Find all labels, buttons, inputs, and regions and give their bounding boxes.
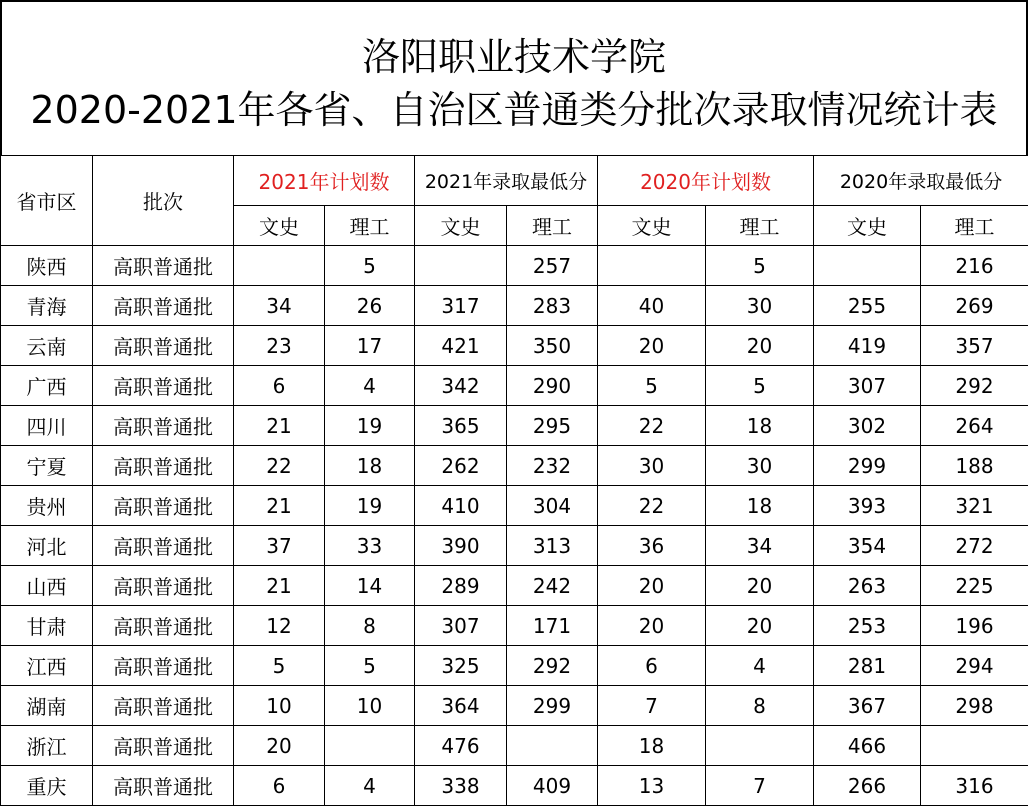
cell-minscore-2021-sci: 299 [507,686,598,726]
header-minscore-2020: 2020年录取最低分 [814,156,1028,206]
cell-plan-2021-sci: 4 [325,366,415,406]
cell-plan-2020-sci: 7 [706,766,814,806]
cell-plan-2020-sci: 20 [706,326,814,366]
cell-minscore-2020-arts: 419 [814,326,921,366]
cell-province: 宁夏 [1,446,93,486]
cell-province: 江西 [1,646,93,686]
cell-minscore-2021-arts: 338 [415,766,507,806]
header-province: 省市区 [1,156,93,246]
cell-plan-2020-sci [706,726,814,766]
cell-minscore-2021-sci: 171 [507,606,598,646]
cell-province: 贵州 [1,486,93,526]
table-row [1,246,1028,286]
cell-minscore-2020-arts: 281 [814,646,921,686]
cell-minscore-2020-sci: 292 [921,366,1028,406]
cell-plan-2020-sci: 5 [706,246,814,286]
cell-plan-2021-sci: 17 [325,326,415,366]
cell-minscore-2020-sci: 298 [921,686,1028,726]
cell-plan-2020-sci: 5 [706,366,814,406]
cell-plan-2021-arts: 10 [234,686,325,726]
cell-plan-2021-arts: 5 [234,646,325,686]
cell-minscore-2021-arts: 365 [415,406,507,446]
cell-province: 重庆 [1,766,93,806]
table-row [1,566,1028,606]
cell-minscore-2020-sci: 188 [921,446,1028,486]
cell-plan-2020-arts [598,246,706,286]
header-plan-2021: 2021年计划数 [234,156,415,206]
cell-province: 青海 [1,286,93,326]
cell-minscore-2020-sci: 216 [921,246,1028,286]
cell-minscore-2021-arts: 476 [415,726,507,766]
cell-plan-2020-arts: 20 [598,606,706,646]
cell-plan-2020-arts: 22 [598,406,706,446]
cell-batch: 高职普通批 [93,486,234,526]
cell-plan-2021-arts: 22 [234,446,325,486]
cell-province: 陕西 [1,246,93,286]
cell-minscore-2020-arts: 354 [814,526,921,566]
cell-plan-2020-arts: 7 [598,686,706,726]
cell-minscore-2020-arts: 253 [814,606,921,646]
cell-minscore-2020-arts: 367 [814,686,921,726]
cell-province: 广西 [1,366,93,406]
cell-batch: 高职普通批 [93,406,234,446]
table-row [1,526,1028,566]
cell-plan-2021-arts: 21 [234,486,325,526]
table-row [1,446,1028,486]
cell-plan-2020-arts: 22 [598,486,706,526]
cell-plan-2021-sci: 19 [325,486,415,526]
title-school: 洛阳职业技术学院 [361,35,666,79]
cell-plan-2020-sci: 4 [706,646,814,686]
cell-plan-2020-sci: 8 [706,686,814,726]
cell-plan-2020-arts: 20 [598,566,706,606]
cell-minscore-2020-sci: 269 [921,286,1028,326]
cell-minscore-2020-arts: 466 [814,726,921,766]
cell-batch: 高职普通批 [93,286,234,326]
title-area [0,0,1028,155]
cell-plan-2021-arts: 23 [234,326,325,366]
cell-batch: 高职普通批 [93,766,234,806]
cell-plan-2021-sci: 10 [325,686,415,726]
cell-plan-2020-sci: 30 [706,286,814,326]
cell-minscore-2021-sci: 242 [507,566,598,606]
cell-minscore-2020-arts [814,246,921,286]
cell-batch: 高职普通批 [93,566,234,606]
cell-minscore-2021-arts: 421 [415,326,507,366]
cell-plan-2021-arts: 6 [234,766,325,806]
cell-batch: 高职普通批 [93,366,234,406]
table-row [1,606,1028,646]
cell-plan-2021-arts: 6 [234,366,325,406]
subheader-arts: 文史 [814,206,921,246]
cell-plan-2021-sci: 14 [325,566,415,606]
cell-minscore-2021-sci: 257 [507,246,598,286]
cell-minscore-2021-arts: 262 [415,446,507,486]
table-row [1,486,1028,526]
cell-minscore-2021-sci: 350 [507,326,598,366]
cell-plan-2020-arts: 30 [598,446,706,486]
cell-plan-2020-arts: 20 [598,326,706,366]
table-row [1,286,1028,326]
cell-minscore-2020-arts: 266 [814,766,921,806]
cell-plan-2021-arts: 12 [234,606,325,646]
cell-batch: 高职普通批 [93,326,234,366]
cell-minscore-2021-arts: 317 [415,286,507,326]
cell-batch: 高职普通批 [93,686,234,726]
cell-plan-2020-arts: 36 [598,526,706,566]
cell-plan-2021-sci: 4 [325,766,415,806]
cell-plan-2021-arts: 21 [234,406,325,446]
cell-minscore-2020-sci: 196 [921,606,1028,646]
cell-minscore-2021-arts [415,246,507,286]
cell-minscore-2021-arts: 289 [415,566,507,606]
cell-plan-2020-sci: 20 [706,606,814,646]
header-batch: 批次 [93,156,234,246]
cell-minscore-2021-sci: 304 [507,486,598,526]
subheader-sci: 理工 [325,206,415,246]
cell-plan-2021-sci: 33 [325,526,415,566]
cell-batch: 高职普通批 [93,726,234,766]
cell-minscore-2020-sci: 264 [921,406,1028,446]
cell-plan-2021-sci: 5 [325,646,415,686]
cell-minscore-2020-arts: 393 [814,486,921,526]
cell-province: 湖南 [1,686,93,726]
cell-minscore-2021-sci: 290 [507,366,598,406]
table-row [1,686,1028,726]
cell-plan-2021-arts: 37 [234,526,325,566]
cell-province: 山西 [1,566,93,606]
cell-province: 四川 [1,406,93,446]
cell-minscore-2021-arts: 410 [415,486,507,526]
cell-minscore-2020-sci: 321 [921,486,1028,526]
cell-plan-2021-arts: 20 [234,726,325,766]
cell-plan-2020-arts: 13 [598,766,706,806]
cell-plan-2020-sci: 18 [706,406,814,446]
cell-province: 河北 [1,526,93,566]
cell-batch: 高职普通批 [93,646,234,686]
cell-minscore-2020-arts: 263 [814,566,921,606]
cell-plan-2020-sci: 18 [706,486,814,526]
cell-plan-2020-arts: 40 [598,286,706,326]
admission-table [0,155,1028,806]
cell-minscore-2020-sci [921,726,1028,766]
subheader-sci: 理工 [507,206,598,246]
header-minscore-2021: 2021年录取最低分 [415,156,598,206]
cell-plan-2020-sci: 30 [706,446,814,486]
cell-minscore-2020-arts: 307 [814,366,921,406]
cell-minscore-2020-arts: 302 [814,406,921,446]
cell-plan-2020-sci: 34 [706,526,814,566]
cell-plan-2020-arts: 6 [598,646,706,686]
table-row [1,726,1028,766]
cell-minscore-2021-sci: 292 [507,646,598,686]
cell-minscore-2020-arts: 255 [814,286,921,326]
subheader-arts: 文史 [415,206,507,246]
subheader-sci: 理工 [921,206,1028,246]
cell-plan-2020-arts: 5 [598,366,706,406]
cell-plan-2020-sci: 20 [706,566,814,606]
table-row [1,766,1028,806]
cell-minscore-2021-arts: 325 [415,646,507,686]
cell-province: 浙江 [1,726,93,766]
cell-minscore-2021-sci: 409 [507,766,598,806]
table-row [1,406,1028,446]
cell-minscore-2021-arts: 342 [415,366,507,406]
cell-plan-2021-sci: 26 [325,286,415,326]
cell-minscore-2021-arts: 364 [415,686,507,726]
subheader-arts: 文史 [598,206,706,246]
cell-minscore-2021-sci [507,726,598,766]
cell-batch: 高职普通批 [93,526,234,566]
cell-minscore-2020-sci: 357 [921,326,1028,366]
subheader-sci: 理工 [706,206,814,246]
cell-province: 甘肃 [1,606,93,646]
cell-plan-2021-sci: 8 [325,606,415,646]
cell-plan-2021-sci: 5 [325,246,415,286]
cell-plan-2021-sci: 18 [325,446,415,486]
subheader-arts: 文史 [234,206,325,246]
cell-minscore-2020-sci: 294 [921,646,1028,686]
cell-batch: 高职普通批 [93,446,234,486]
cell-minscore-2021-arts: 307 [415,606,507,646]
table-row [1,646,1028,686]
cell-minscore-2020-sci: 316 [921,766,1028,806]
cell-batch: 高职普通批 [93,246,234,286]
cell-batch: 高职普通批 [93,606,234,646]
cell-minscore-2021-sci: 232 [507,446,598,486]
cell-plan-2021-arts [234,246,325,286]
table-row [1,326,1028,366]
cell-plan-2021-sci [325,726,415,766]
table-row [1,366,1028,406]
cell-minscore-2020-sci: 272 [921,526,1028,566]
cell-minscore-2020-arts: 299 [814,446,921,486]
cell-plan-2021-arts: 21 [234,566,325,606]
cell-plan-2021-sci: 19 [325,406,415,446]
cell-minscore-2021-sci: 283 [507,286,598,326]
cell-minscore-2021-sci: 313 [507,526,598,566]
cell-plan-2021-arts: 34 [234,286,325,326]
cell-minscore-2021-arts: 390 [415,526,507,566]
cell-province: 云南 [1,326,93,366]
cell-minscore-2021-sci: 295 [507,406,598,446]
cell-minscore-2020-sci: 225 [921,566,1028,606]
title-table: 2020-2021年各省、自治区普通类分批次录取情况统计表 [30,88,998,132]
header-plan-2020: 2020年计划数 [598,156,814,206]
cell-plan-2020-arts: 18 [598,726,706,766]
